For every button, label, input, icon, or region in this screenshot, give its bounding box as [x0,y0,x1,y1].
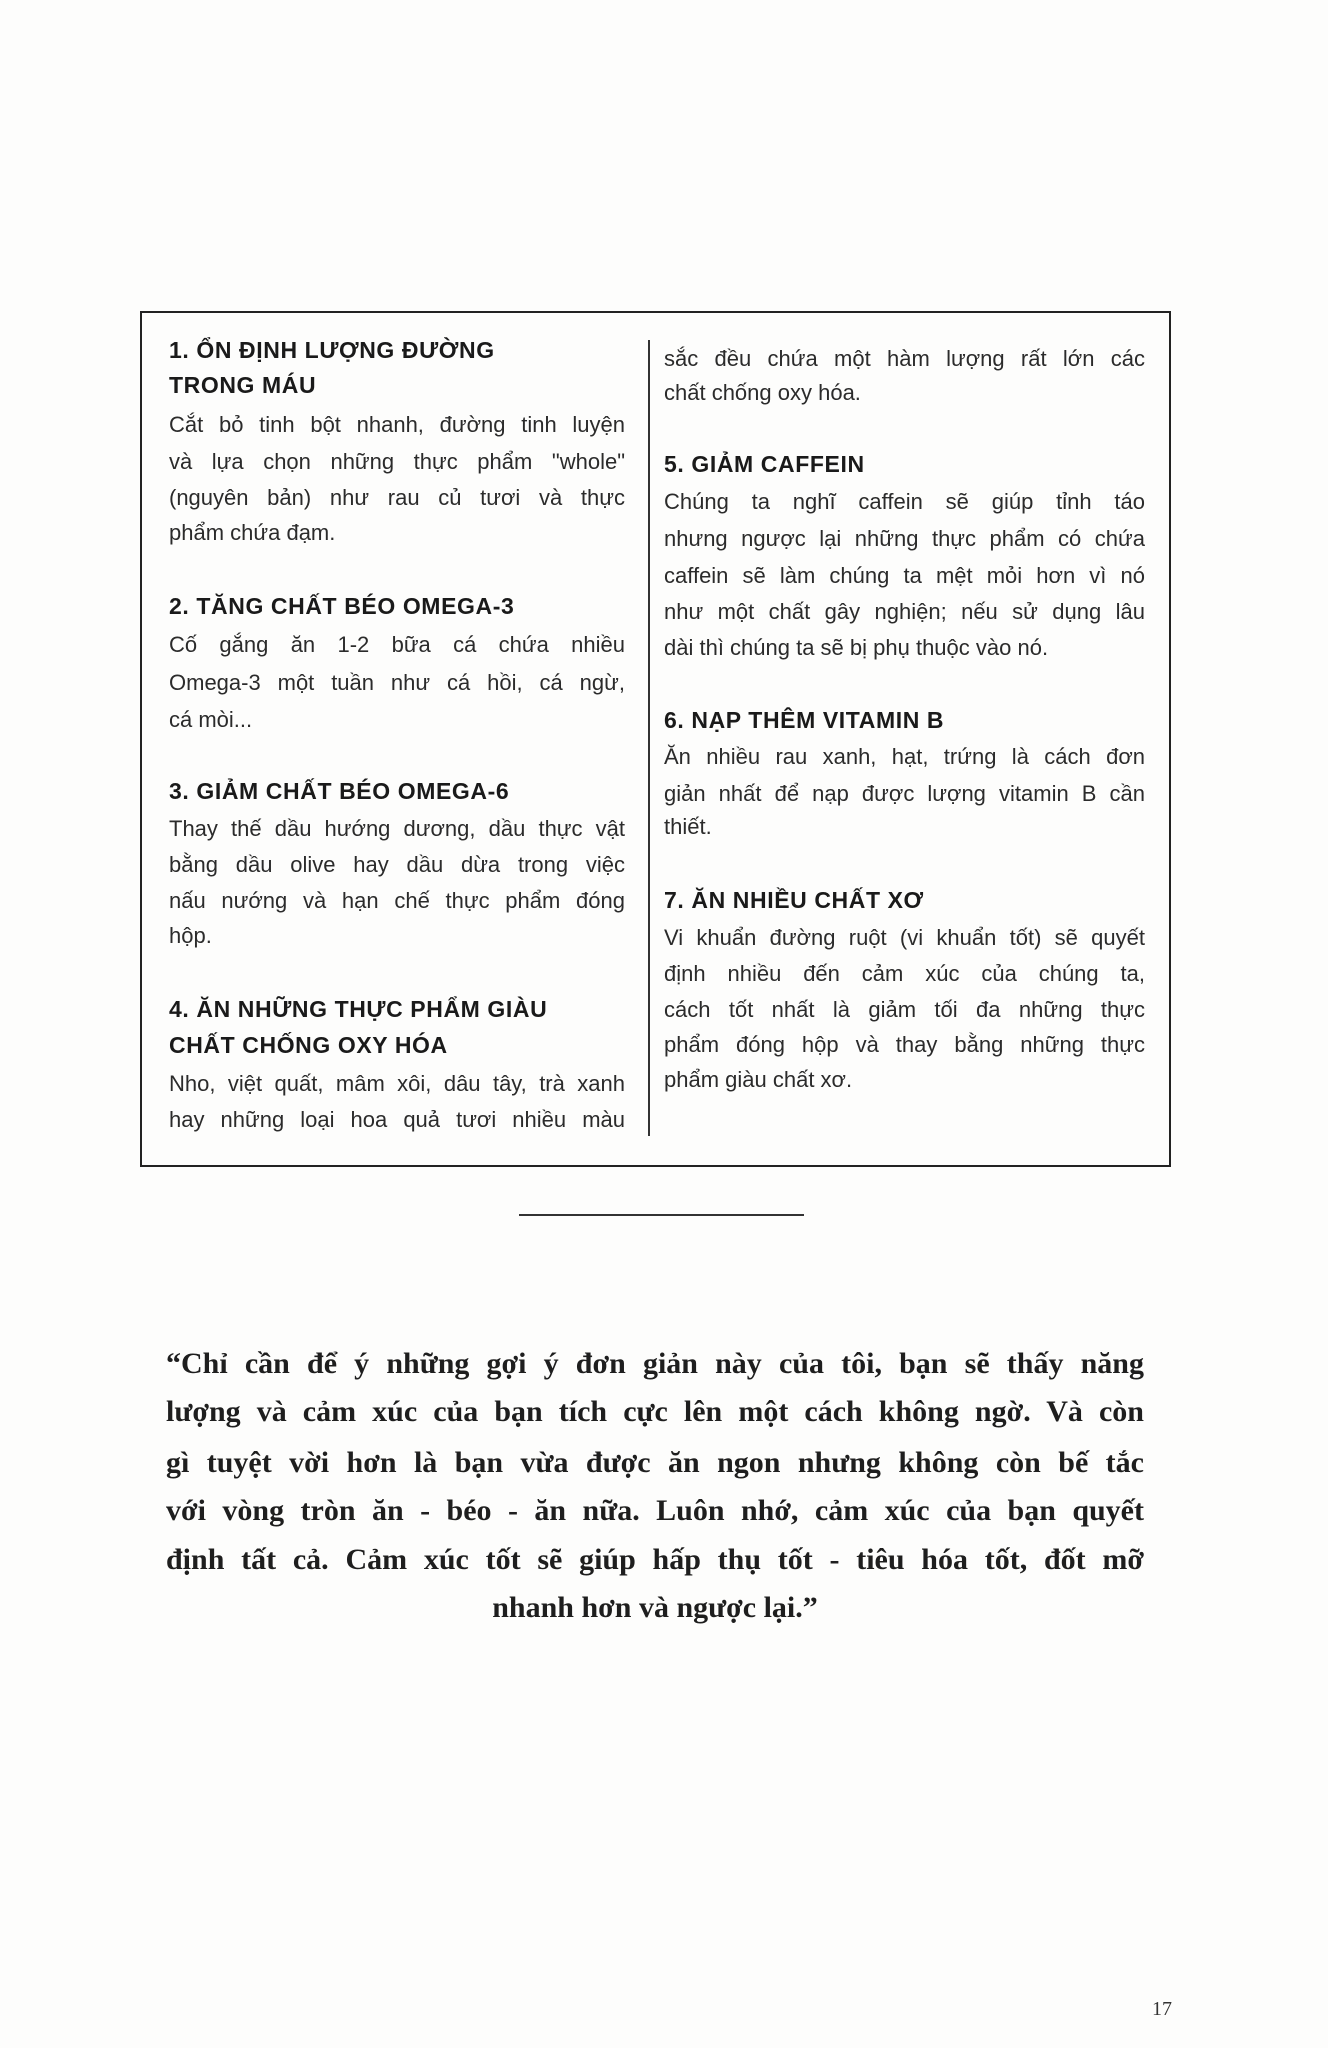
section-heading: TRONG MÁU [169,372,317,398]
body-line: phẩm giàu chất xơ. [664,1067,853,1092]
body-line: phẩm chứa đạm. [169,520,336,545]
separator-rule [519,1214,804,1216]
body-line: và lựa chọn những thực phẩm "whole" [169,449,625,474]
quote-line: nhanh hơn và ngược lại.” [492,1591,818,1624]
page-number: 17 [1152,1998,1172,2020]
body-line: Vi khuẩn đường ruột (vi khuẩn tốt) sẽ quyết [664,925,1145,950]
section-heading: 7. ĂN NHIỀU CHẤT XƠ [664,887,924,913]
quote-line: lượng và cảm xúc của bạn tích cực lên một cách không ngờ. Và còn [166,1395,1144,1428]
body-line: chất chống oxy hóa. [664,380,861,405]
quote-line: “Chỉ cần để ý những gợi ý đơn giản này của tôi, bạn sẽ thấy năng [166,1347,1144,1380]
body-line: giản nhất để nạp được lượng vitamin B cần [664,781,1145,806]
body-line: nhưng ngược lại những thực phẩm có chứa [664,526,1145,551]
body-line: Nho, việt quất, mâm xôi, dâu tây, trà xanh [169,1071,625,1096]
body-line: hay những loại hoa quả tươi nhiều màu [169,1107,625,1132]
section-heading: CHẤT CHỐNG OXY HÓA [169,1032,448,1058]
body-line: dài thì chúng ta sẽ bị phụ thuộc vào nó. [664,635,1049,660]
section-heading: 5. GIẢM CAFFEIN [664,451,865,477]
body-line: cách tốt nhất là giảm tối đa những thực [664,997,1145,1022]
body-line: như một chất gây nghiện; nếu sử dụng lâu [664,599,1145,624]
section-heading: 2. TĂNG CHẤT BÉO OMEGA-3 [169,593,515,619]
body-line: cá mòi... [169,707,253,732]
column-divider [648,340,650,1136]
body-line: bằng dầu olive hay dầu dừa trong việc [169,852,625,877]
body-line: caffein sẽ làm chúng ta mệt mỏi hơn vì nó [664,563,1145,588]
section-heading: 4. ĂN NHỮNG THỰC PHẨM GIÀU [169,996,548,1022]
section-heading: 1. ỔN ĐỊNH LƯỢNG ĐƯỜNG [169,337,495,363]
quote-line: định tất cả. Cảm xúc tốt sẽ giúp hấp thụ tốt - tiêu hóa tốt, đốt mỡ [166,1543,1144,1576]
quote-line: gì tuyệt vời hơn là bạn vừa được ăn ngon nhưng không còn bế tắc [166,1446,1144,1479]
body-line: thiết. [664,814,712,839]
body-line: Chúng ta nghĩ caffein sẽ giúp tỉnh táo [664,489,1145,514]
body-line: định nhiều đến cảm xúc của chúng ta, [664,961,1145,986]
body-line: hộp. [169,923,212,948]
body-line: Cắt bỏ tinh bột nhanh, đường tinh luyện [169,412,625,437]
quote-line: với vòng tròn ăn - béo - ăn nữa. Luôn nhớ, cảm xúc của bạn quyết [166,1494,1144,1527]
body-line: Thay thế dầu hướng dương, dầu thực vật [169,816,625,841]
body-line: Cố gắng ăn 1-2 bữa cá chứa nhiều [169,632,625,657]
body-line: Omega-3 một tuần như cá hồi, cá ngừ, [169,670,625,695]
body-line: phẩm đóng hộp và thay bằng những thực [664,1032,1145,1057]
section-heading: 6. NẠP THÊM VITAMIN B [664,707,945,733]
body-line: Ăn nhiều rau xanh, hạt, trứng là cách đơn [664,744,1145,769]
body-line: nấu nướng và hạn chế thực phẩm đóng [169,888,625,913]
body-line: (nguyên bản) như rau củ tươi và thực [169,485,625,510]
body-line: sắc đều chứa một hàm lượng rất lớn các [664,346,1145,371]
section-heading: 3. GIẢM CHẤT BÉO OMEGA-6 [169,778,510,804]
